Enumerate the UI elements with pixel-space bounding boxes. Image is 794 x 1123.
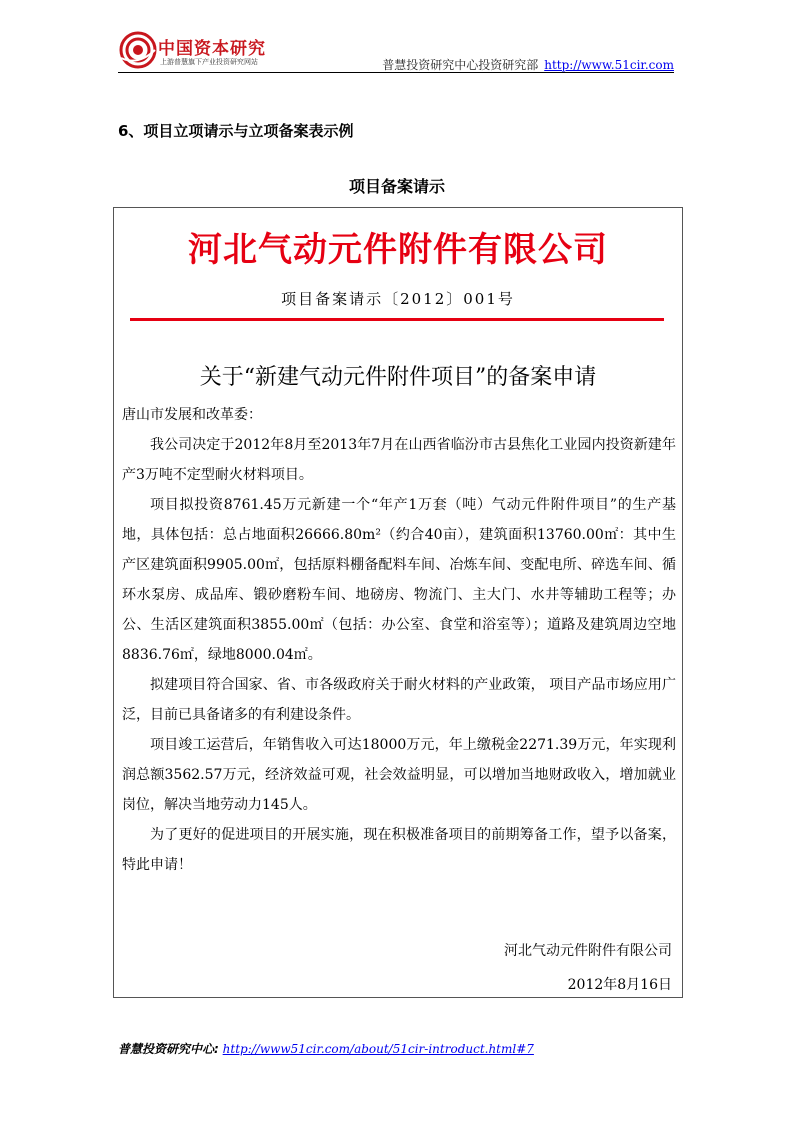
letterhead-company: 河北气动元件附件有限公司	[188, 230, 608, 270]
letter-frame	[113, 207, 683, 998]
logo-tagline: 上游普慧旗下产业投资研究网站	[160, 58, 258, 66]
footer-label: 普慧投资研究中心:	[118, 1042, 219, 1056]
letter-title: 关于“新建气动元件附件项目”的备案申请	[199, 365, 597, 390]
logo	[118, 30, 288, 74]
page-footer	[118, 1040, 534, 1057]
addressee: 唐山市发展和改革委：	[122, 407, 262, 423]
signature-company: 河北气动元件附件有限公司	[504, 943, 672, 959]
document-title: 项目备案请示	[348, 177, 445, 196]
logo-swirl-icon	[118, 30, 158, 70]
letter-paragraph: 项目拟投资8761.45万元新建一个“年产1万套（吨）气动元件附件项目”的生产基地，具体包括：总占地面积26666.80m²（约合40亩），建筑面积13760.00㎡：其中生产区建筑面积9905.00㎡，包括原料棚备配料车间、冶炼车间、变配电所、碎选车间、循环水泵房、成品库、锻砂磨粉车间、地磅房、物流门、主大门、水井等辅助工程等；办公、生活区建筑面积3855.00㎡（包括：办公室、食堂和浴室等）；道路及建筑周边空地8836.76㎡，绿地8000.04㎡。	[122, 497, 676, 663]
header-divider	[118, 72, 674, 73]
section-title: 6、项目立项请示与立项备案表示例	[118, 122, 354, 140]
header-org	[382, 56, 674, 73]
page-header	[118, 30, 674, 74]
header-org-name: 普慧投资研究中心投资研究部	[382, 58, 539, 72]
letter-paragraph: 项目竣工运营后，年销售收入可达18000万元，年上缴税金2271.39万元，年实现利润总额3562.57万元，经济效益可观，社会效益明显，可以增加当地财政收入，增加就业岗位，解决当地劳动力145人。	[122, 737, 676, 813]
letter-paragraph: 为了更好的促进项目的开展实施，现在积极准备项目的前期筹备工作，望予以备案，特此申请！	[122, 827, 676, 873]
letter-paragraph: 拟建项目符合国家、省、市各级政府关于耐火材料的产业政策， 项目产品市场应用广泛，目前已具备诸多的有利建设条件。	[122, 677, 676, 723]
letter-body	[122, 430, 676, 880]
logo-name: 中国资本研究	[158, 39, 266, 59]
letterhead-red-rule	[130, 318, 664, 321]
header-url-link[interactable]: http://www.51cir.com	[544, 58, 674, 72]
signature-block	[504, 934, 672, 1002]
letter-paragraph: 我公司决定于2012年8月至2013年7月在山西省临汾市古县焦化工业园内投资新建年产3万吨不定型耐火材料项目。	[122, 437, 676, 483]
footer-url-link[interactable]: http://www51cir.com/about/51cir-introduct.html#7	[222, 1042, 534, 1056]
document-number: 项目备案请示〔2012〕001号	[281, 290, 515, 308]
signature-date: 2012年8月16日	[567, 977, 672, 993]
